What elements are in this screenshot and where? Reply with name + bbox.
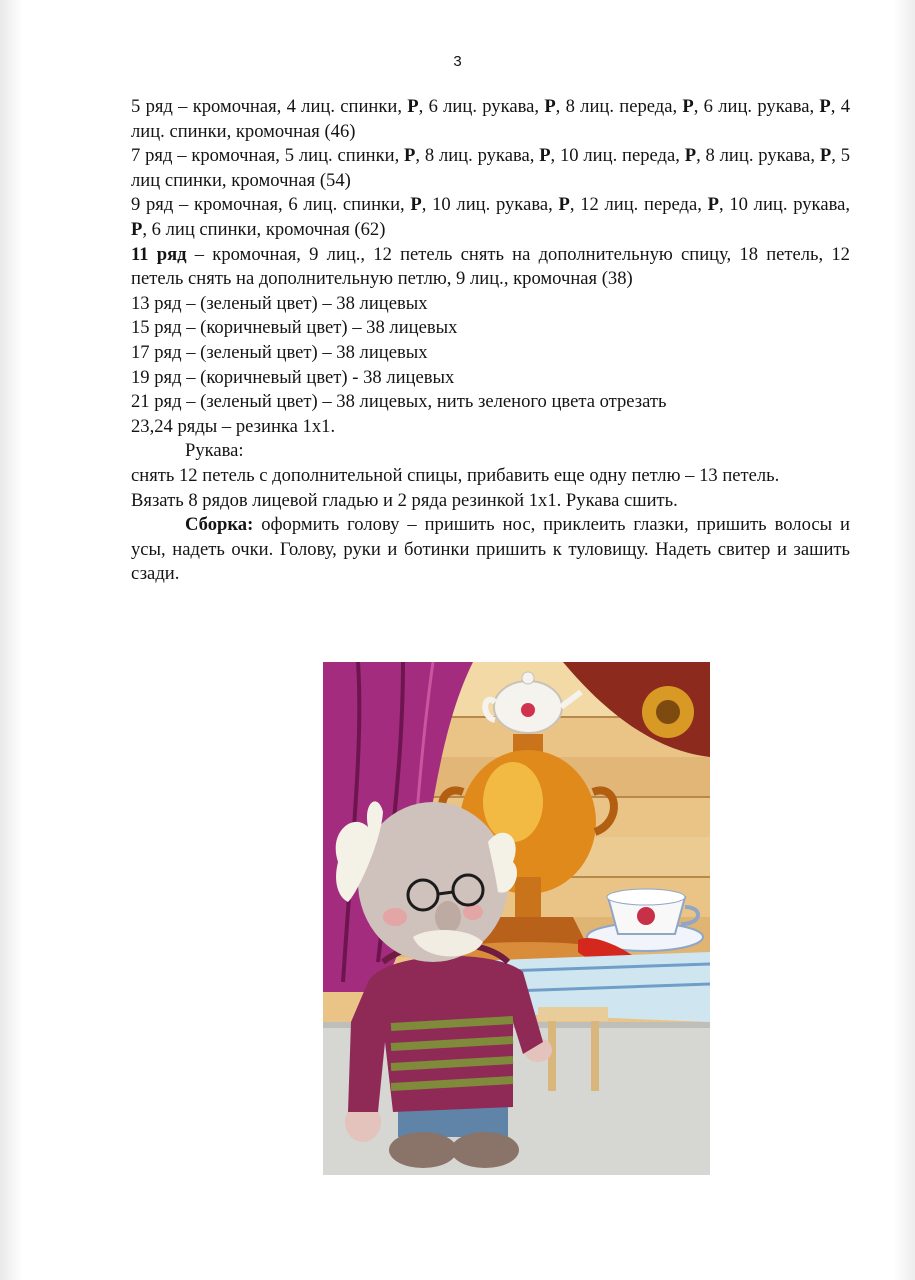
row-15: 15 ряд – (коричневый цвет) – 38 лицевых	[131, 317, 458, 339]
sleeves-text: снять 12 петель с дополнительной спицы, прибавить еще одну петлю – 13 петель.	[131, 464, 780, 486]
sleeves-finish: Вязать 8 рядов лицевой гладью и 2 ряда резинкой 1х1. Рукава сшить.	[131, 489, 678, 511]
row-19: 19 ряд – (коричневый цвет) - 38 лицевых	[131, 366, 455, 388]
knitted-grandpa-doll-photo	[323, 662, 710, 1175]
row-9: 9 ряд – кромочная, 6 лиц. спинки, Р, 10 лиц. рукава, Р, 12 лиц. переда, Р, 10 лиц. рукава, Р, 6 лиц спинки, кромочная (62)	[131, 194, 851, 240]
photo-illustration	[323, 662, 710, 1175]
row-11-label: 11 ряд	[131, 243, 187, 265]
scan-edge-right	[893, 0, 915, 1280]
page-number: 3	[453, 53, 462, 70]
row-21: 21 ряд – (зеленый цвет) – 38 лицевых, нить зеленого цвета отрезать	[131, 391, 667, 413]
sleeves-heading: Рукава:	[185, 440, 244, 462]
row-23-24: 23,24 ряды – резинка 1х1.	[131, 415, 336, 437]
assembly-paragraph: Сборка: оформить голову – пришить нос, приклеить глазки, пришить волосы и усы, надеть очки. Голову, руки и ботинки пришить к туловищу. Надеть свитер и зашить сзади.	[131, 514, 850, 585]
row-13: 13 ряд – (зеленый цвет) – 38 лицевых	[131, 292, 428, 314]
row-5: 5 ряд – кромочная, 4 лиц. спинки, Р, 6 лиц. рукава, Р, 8 лиц. переда, Р, 6 лиц. рукава, Р, 4 лиц. спинки, кромочная (46)	[131, 96, 850, 142]
row-17: 17 ряд – (зеленый цвет) – 38 лицевых	[131, 341, 428, 363]
scan-edge-left	[0, 0, 22, 1280]
row-11: 11 ряд – кромочная, 9 лиц., 12 петель снять на дополнительную спицу, 18 петель, 12 петель снять на дополнительную петлю, 9 лиц., кромочная (38)	[131, 243, 850, 290]
pattern-text	[131, 95, 850, 587]
assembly-label: Сборка:	[185, 514, 254, 536]
row-7: 7 ряд – кромочная, 5 лиц. спинки, Р, 8 лиц. рукава, Р, 10 лиц. переда, Р, 8 лиц. рукава, Р, 5 лиц спинки, кромочная (54)	[131, 145, 850, 191]
